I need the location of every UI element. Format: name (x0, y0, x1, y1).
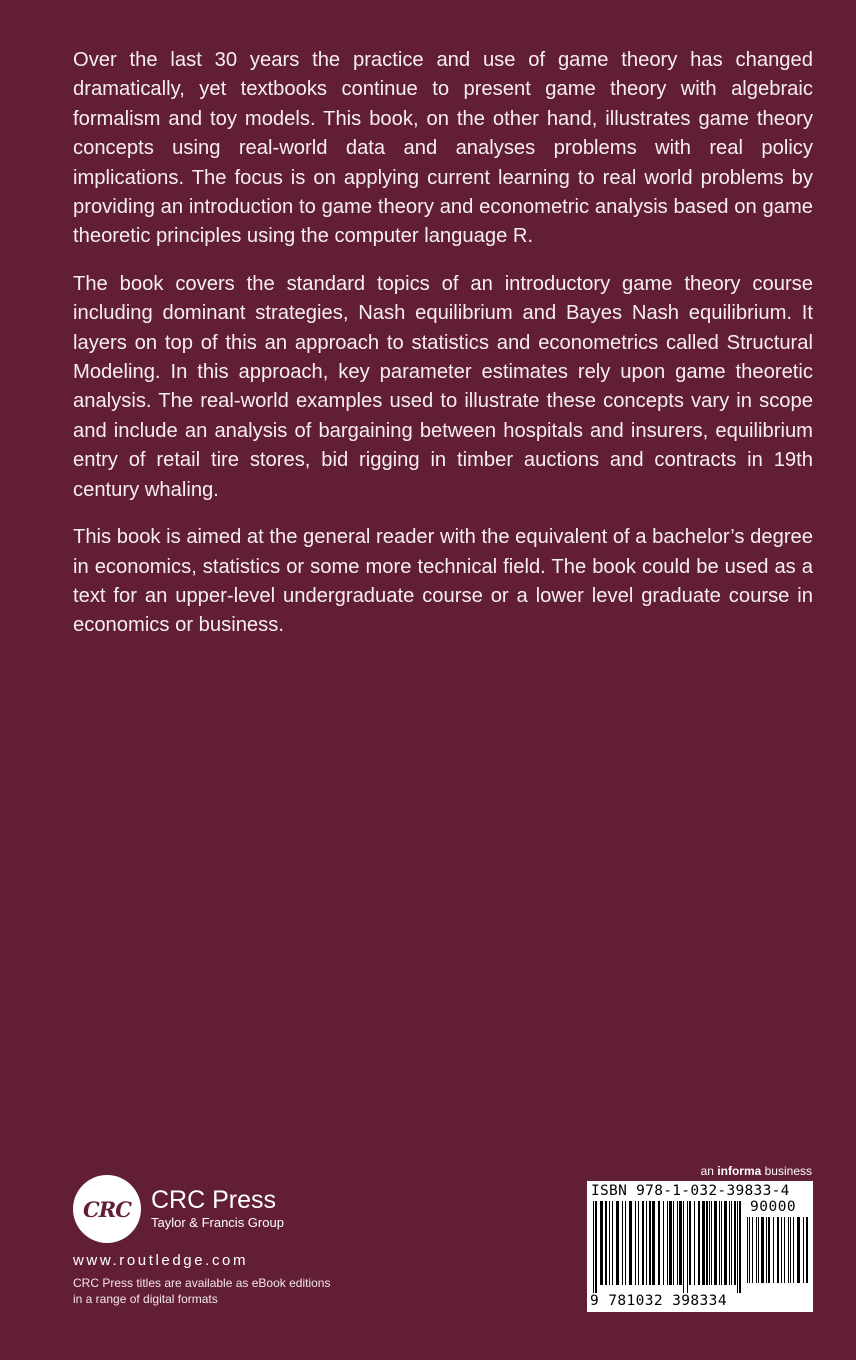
barcode-bar (698, 1201, 700, 1285)
barcode-bar (616, 1201, 619, 1285)
barcode-bar (777, 1217, 779, 1283)
addon-number: 90000 (750, 1199, 797, 1215)
barcode-bar (790, 1217, 791, 1283)
barcode-bar (711, 1201, 712, 1285)
barcode-bar (797, 1217, 800, 1283)
barcode-bar (806, 1217, 808, 1283)
barcode-bar (635, 1201, 636, 1285)
barcode-bar (622, 1201, 623, 1285)
informa-tagline (701, 1164, 812, 1178)
barcode-bar (669, 1201, 672, 1285)
barcode-bar (658, 1201, 660, 1285)
informa-suffix: business (761, 1164, 812, 1178)
back-cover-blurb (73, 46, 813, 659)
barcode-bar (609, 1201, 610, 1285)
barcode-bar (673, 1201, 674, 1285)
ean-barcode-bars (593, 1201, 743, 1293)
barcode-bar (694, 1201, 695, 1285)
barcode-bar (702, 1201, 705, 1285)
publisher-block (73, 1175, 373, 1307)
publisher-name-block (151, 1186, 284, 1232)
barcode-bar (683, 1201, 684, 1293)
ebook-note-line-2: in a range of digital formats (73, 1292, 218, 1306)
barcode-bar (625, 1201, 626, 1285)
ean-number: 9 781032 398334 (590, 1293, 727, 1309)
barcode-bar (612, 1201, 613, 1285)
blurb-paragraph-3: This book is aimed at the general reader with the equivalent of a bachelor’s degree in economics, statistics or some more technical field. The book could be used as a text for an upper-level undergraduate course or a lower level graduate course in economics or business. (73, 526, 813, 637)
barcode-bar (667, 1201, 668, 1285)
barcode-bar (677, 1201, 678, 1285)
barcode-bar (773, 1217, 774, 1283)
barcode-bar (788, 1217, 789, 1283)
ebook-note-line-1: CRC Press titles are available as eBook editions (73, 1276, 331, 1290)
barcode-bar (714, 1201, 717, 1285)
barcode-bar (593, 1201, 594, 1293)
barcode-bar (605, 1201, 607, 1285)
barcode-bar (652, 1201, 655, 1285)
crc-logo-icon (73, 1175, 141, 1243)
blurb-paragraph-2: The book covers the standard topics of an introductory game theory course including dominant strategies, Nash equilibrium and Bayes Nash equilibrium. It layers on top of this an approach to statistics and econometrics called Structural Modeling. In this approach, key parameter estimates rely upon game theoretic analysis. The real-world examples used to illustrate these concepts vary in scope and include an analysis of bargaining between hospitals and insurers, equilibrium entry of retail tire stores, bid rigging in timber auctions and contracts in 19th century whaling. (73, 272, 813, 501)
barcode-bar (761, 1217, 764, 1283)
crc-logo-text: CRC (83, 1196, 131, 1222)
informa-prefix: an (700, 1164, 718, 1178)
barcode-bar (689, 1201, 691, 1285)
publisher-logo (73, 1175, 373, 1243)
barcode-bar (706, 1201, 708, 1285)
informa-brand: informa (717, 1164, 762, 1178)
barcode-bar (642, 1201, 644, 1285)
barcode-bar (646, 1201, 647, 1285)
barcode-bar (756, 1217, 757, 1283)
barcode-bar (752, 1217, 753, 1283)
barcode-bar (687, 1201, 688, 1293)
isbn-text: ISBN 978-1-032-39833-4 (591, 1183, 790, 1199)
barcode-bar (747, 1217, 748, 1283)
barcode-bar (784, 1217, 785, 1283)
publisher-website: www.routledge.com (73, 1252, 249, 1269)
barcode-bar (739, 1201, 741, 1293)
barcode-bar (758, 1217, 759, 1283)
barcode-bar (638, 1201, 639, 1285)
barcode-bar (629, 1201, 632, 1285)
ebook-note (73, 1275, 373, 1307)
barcode-bar (803, 1217, 804, 1283)
barcode-bar (731, 1201, 732, 1285)
barcode-bar (781, 1217, 782, 1283)
barcode-bar (649, 1201, 651, 1285)
barcode-bar (595, 1201, 597, 1293)
barcode-bar (724, 1201, 727, 1285)
addon-barcode-bars (747, 1217, 809, 1307)
publisher-name: CRC Press (151, 1186, 277, 1214)
publisher-group: Taylor & Francis Group (151, 1215, 284, 1230)
barcode-bar (600, 1201, 603, 1285)
barcode-bar (719, 1201, 720, 1285)
barcode-bar (734, 1201, 736, 1285)
barcode-bar (721, 1201, 722, 1285)
barcode-bar (679, 1201, 682, 1285)
barcode-bar (749, 1217, 750, 1283)
barcode-bar (663, 1201, 664, 1285)
barcode-bar (729, 1201, 730, 1285)
barcode-bar (766, 1217, 767, 1283)
blurb-paragraph-1: Over the last 30 years the practice and use of game theory has changed dramatically, yet textbooks continue to present game theory with algebraic formalism and toy models. This book, on the other hand, illustrates game theory concepts using real-world data and analyses problems with real policy implications. The focus is on applying current learning to real world problems by providing an introduction to game theory and econometric analysis based on game theoretic principles using the computer language R. (73, 49, 813, 248)
isbn-barcode (587, 1181, 813, 1312)
barcode-bar (768, 1217, 770, 1283)
barcode-bar (709, 1201, 710, 1285)
barcode-bar (737, 1201, 738, 1293)
barcode-bar (793, 1217, 794, 1283)
